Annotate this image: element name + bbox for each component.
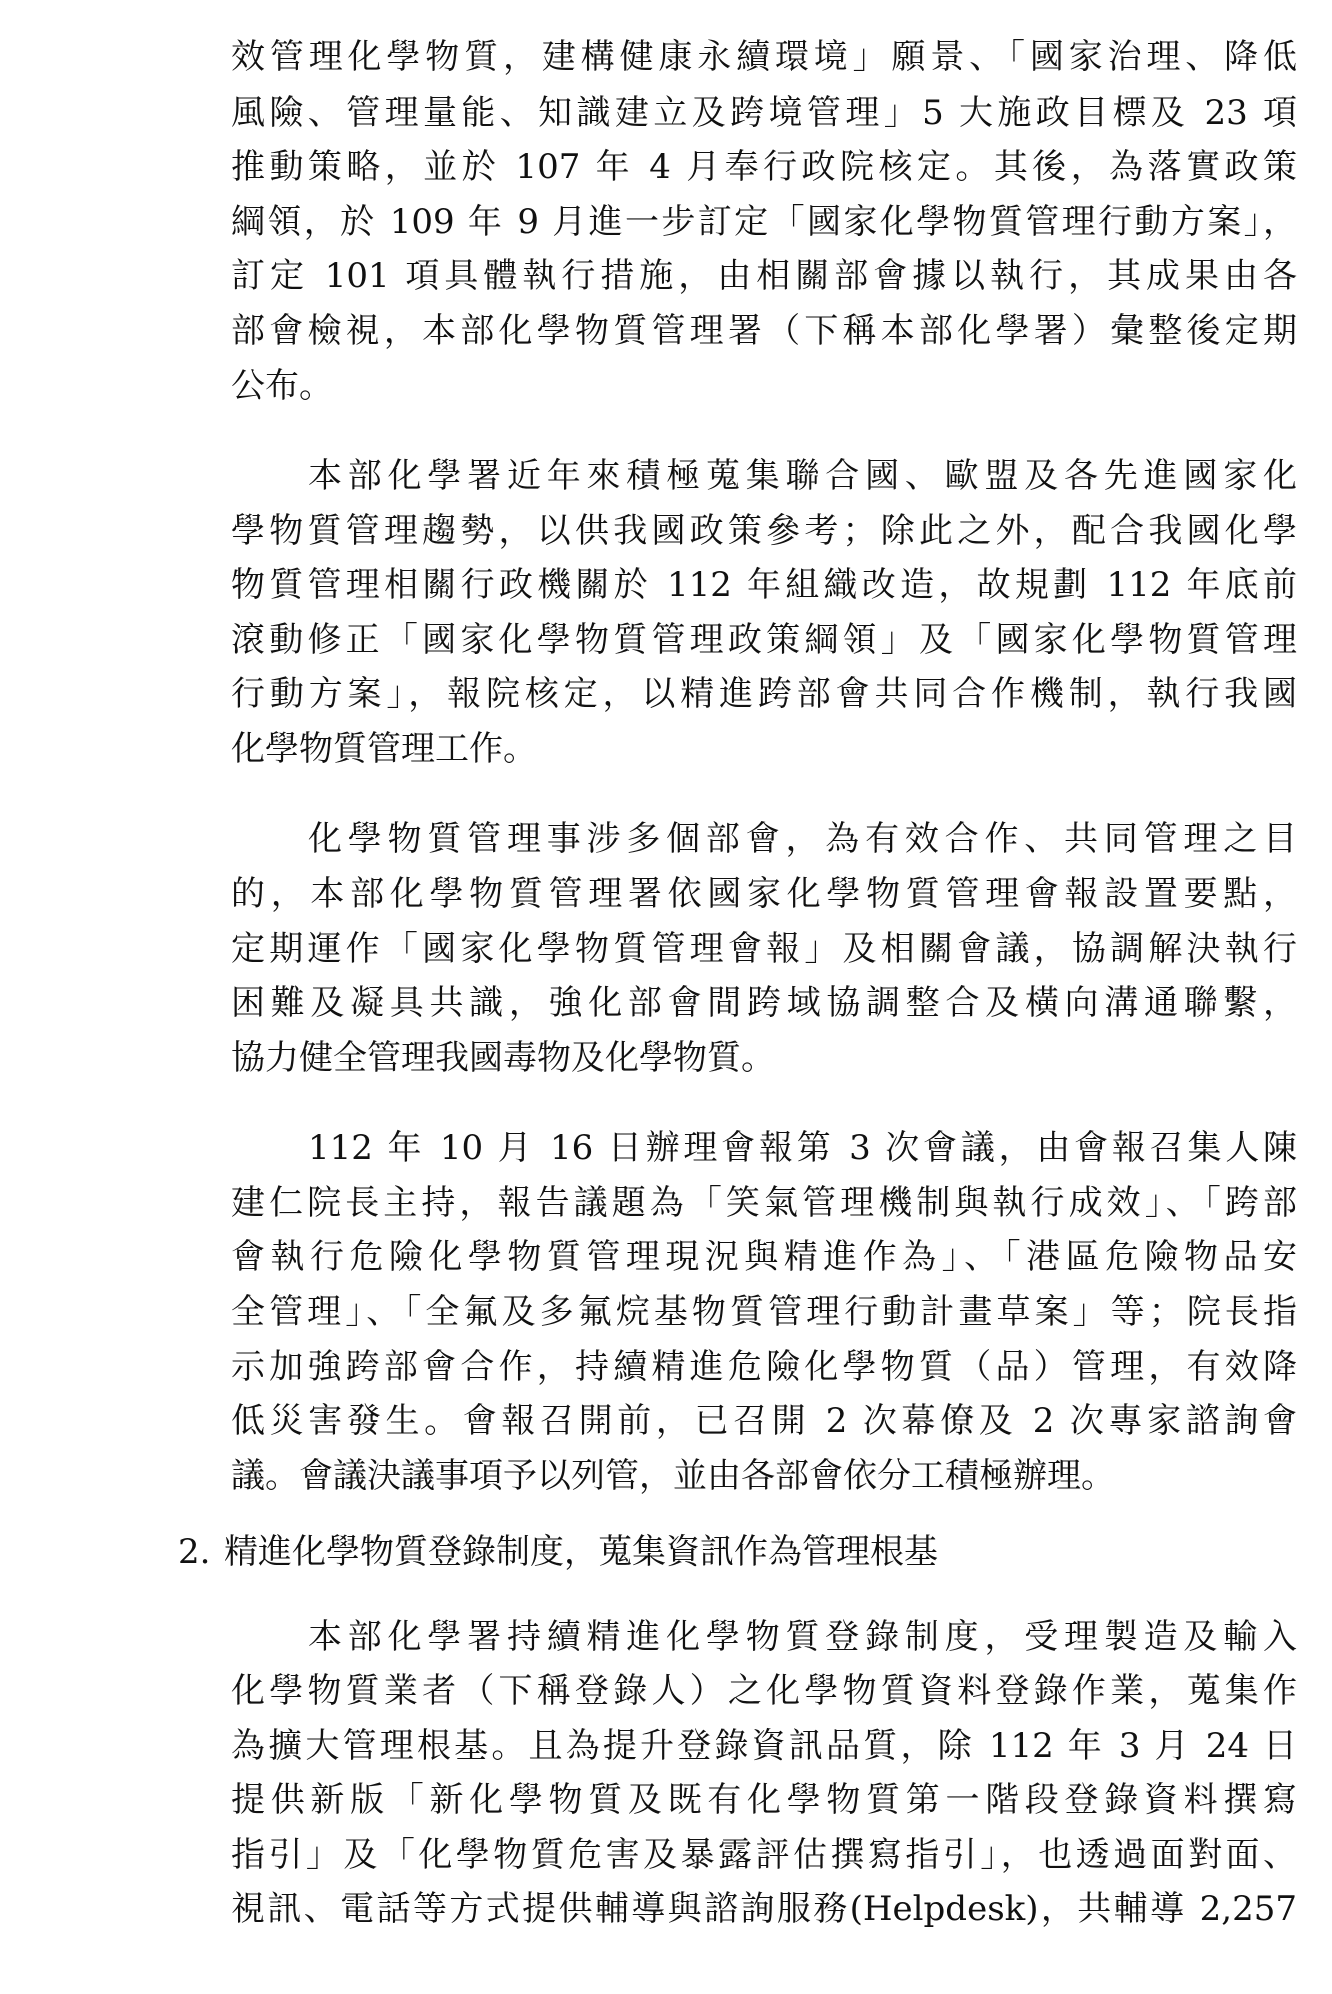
- paragraph-1-line-4: 綱領，於 109 年 9 月進一步訂定「國家化學物質管理行動方案」，: [231, 202, 1297, 242]
- section-number: 2.: [178, 1532, 211, 1572]
- paragraph-1-line-5: 訂定 101 項具體執行措施，由相關部會據以執行，其成果由各: [231, 256, 1297, 296]
- paragraph-2-line-5: 行動方案」，報院核定，以精進跨部會共同合作機制，執行我國: [231, 674, 1297, 714]
- paragraph-2-line-2: 學物質管理趨勢，以供我國政策參考；除此之外，配合我國化學: [231, 511, 1297, 551]
- paragraph-4-line-7: 議。會議決議事項予以列管，並由各部會依分工積極辦理。: [231, 1456, 1115, 1496]
- paragraph-4-line-4: 全管理」、「全氟及多氟烷基物質管理行動計畫草案」等；院長指: [231, 1292, 1297, 1332]
- paragraph-2-line-3: 物質管理相關行政機關於 112 年組織改造，故規劃 112 年底前: [231, 565, 1297, 605]
- paragraph-1-line-6: 部會檢視，本部化學物質管理署（下稱本部化學署）彙整後定期: [231, 311, 1297, 351]
- paragraph-1-line-2: 風險、管理量能、知識建立及跨境管理」5 大施政目標及 23 項: [231, 93, 1297, 133]
- paragraph-3-line-2: 的，本部化學物質管理署依國家化學物質管理會報設置要點，: [231, 874, 1297, 914]
- paragraph-4-line-1: 112 年 10 月 16 日辦理會報第 3 次會議，由會報召集人陳: [308, 1128, 1297, 1168]
- section-paragraph-line-4: 提供新版「新化學物質及既有化學物質第一階段登錄資料撰寫: [231, 1780, 1297, 1820]
- paragraph-1-line-1: 效管理化學物質，建構健康永續環境」願景、「國家治理、降低: [231, 37, 1297, 77]
- section-paragraph-line-3: 為擴大管理根基。且為提升登錄資訊品質，除 112 年 3 月 24 日: [231, 1726, 1297, 1766]
- section-paragraph-line-5: 指引」及「化學物質危害及暴露評估撰寫指引」，也透過面對面、: [231, 1835, 1297, 1875]
- paragraph-3-line-4: 困難及凝具共識，強化部會間跨域協調整合及橫向溝通聯繫，: [231, 983, 1297, 1023]
- paragraph-3-line-3: 定期運作「國家化學物質管理會報」及相關會議，協調解決執行: [231, 929, 1297, 969]
- paragraph-2-line-6: 化學物質管理工作。: [231, 729, 537, 769]
- paragraph-1-line-3: 推動策略，並於 107 年 4 月奉行政院核定。其後，為落實政策: [231, 147, 1297, 187]
- section-paragraph-line-1: 本部化學署持續精進化學物質登錄制度，受理製造及輸入: [308, 1617, 1297, 1657]
- paragraph-2-line-4: 滾動修正「國家化學物質管理政策綱領」及「國家化學物質管理: [231, 620, 1297, 660]
- section-paragraph-line-2: 化學物質業者（下稱登錄人）之化學物質資料登錄作業，蒐集作: [231, 1671, 1297, 1711]
- paragraph-4-line-3: 會執行危險化學物質管理現況與精進作為」、「港區危險物品安: [231, 1237, 1297, 1277]
- paragraph-1-line-7: 公布。: [231, 366, 333, 406]
- paragraph-3-line-1: 化學物質管理事涉多個部會，為有效合作、共同管理之目: [308, 819, 1297, 859]
- section-title: 精進化學物質登錄制度，蒐集資訊作為管理根基: [224, 1532, 938, 1572]
- section-heading: [178, 1525, 1297, 1579]
- paragraph-4-line-2: 建仁院長主持，報告議題為「笑氣管理機制與執行成效」、「跨部: [231, 1183, 1297, 1223]
- paragraph-4-line-6: 低災害發生。會報召開前，已召開 2 次幕僚及 2 次專家諮詢會: [231, 1401, 1297, 1441]
- paragraph-4-line-5: 示加強跨部會合作，持續精進危險化學物質（品）管理，有效降: [231, 1347, 1297, 1387]
- paragraph-2-line-1: 本部化學署近年來積極蒐集聯合國、歐盟及各先進國家化: [308, 456, 1297, 496]
- section-paragraph-line-6: 視訊、電話等方式提供輔導與諮詢服務(Helpdesk)，共輔導 2,257: [231, 1889, 1297, 1929]
- paragraph-3-line-5: 協力健全管理我國毒物及化學物質。: [231, 1038, 775, 1078]
